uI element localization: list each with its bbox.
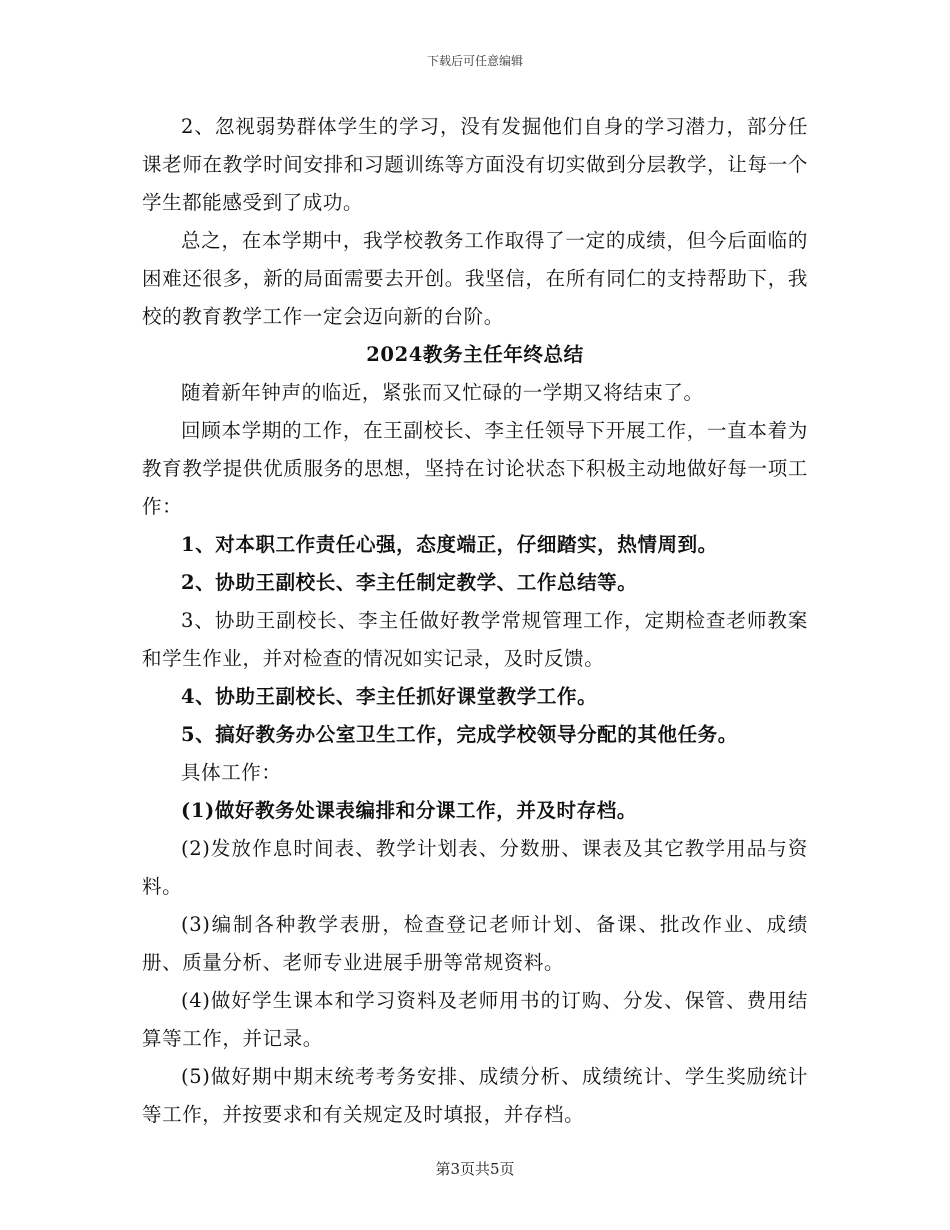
task-item-5: (5)做好期中期末统考考务安排、成绩分析、成绩统计、学生奖励统计等工作，并按要求和有关规定及时填报，并存档。 [142, 1065, 808, 1126]
document-title: 2024教务主任年终总结 [366, 343, 584, 366]
task-item-3: (3)编制各种教学表册，检查登记老师计划、备课、批改作业、成绩册、质量分析、老师专业进展手册等常规资料。 [142, 913, 808, 974]
task-item-4: (4)做好学生课本和学习资料及老师用书的订购、分发、保管、费用结算等工作，并记录。 [142, 989, 808, 1050]
task-item-1: (1)做好教务处课表编排和分课工作，并及时存档。 [181, 799, 637, 822]
page-footer: 第3页共5页 [435, 1160, 515, 1178]
list-item-2: 2、协助王副校长、李主任制定教学、工作总结等。 [181, 571, 638, 594]
sub-heading-specific-work: 具体工作： [181, 761, 282, 784]
paragraph-intro: 随着新年钟声的临近，紧张而又忙碌的一学期又将结束了。 [181, 381, 704, 404]
paragraph-weakness-2: 2、忽视弱势群体学生的学习，没有发掘他们自身的学习潜力，部分任课老师在教学时间安排和习题训练等方面没有切实做到分层教学，让每一个学生都能感受到了成功。 [142, 115, 808, 214]
document-body [142, 108, 808, 1134]
list-item-5: 5、搞好教务办公室卫生工作，完成学校领导分配的其他任务。 [181, 723, 738, 746]
page-header: 下载后可任意编辑 [426, 54, 523, 68]
paragraph-conclusion: 总之，在本学期中，我学校教务工作取得了一定的成绩，但今后面临的困难还很多，新的局面需要去开创。我坚信，在所有同仁的支持帮助下，我校的教育教学工作一定会迈向新的台阶。 [142, 229, 808, 328]
list-item-3: 3、协助王副校长、李主任做好教学常规管理工作，定期检查老师教案和学生作业，并对检查的情况如实记录，及时反馈。 [142, 609, 808, 670]
list-item-4: 4、协助王副校长、李主任抓好课堂教学工作。 [181, 685, 598, 708]
paragraph-review: 回顾本学期的工作，在王副校长、李主任领导下开展工作，一直本着为教育教学提供优质服务的思想，坚持在讨论状态下积极主动地做好每一项工作： [142, 419, 808, 518]
task-item-2: (2)发放作息时间表、教学计划表、分数册、课表及其它教学用品与资料。 [142, 837, 808, 898]
list-item-1: 1、对本职工作责任心强，态度端正，仔细踏实，热情周到。 [181, 533, 718, 556]
